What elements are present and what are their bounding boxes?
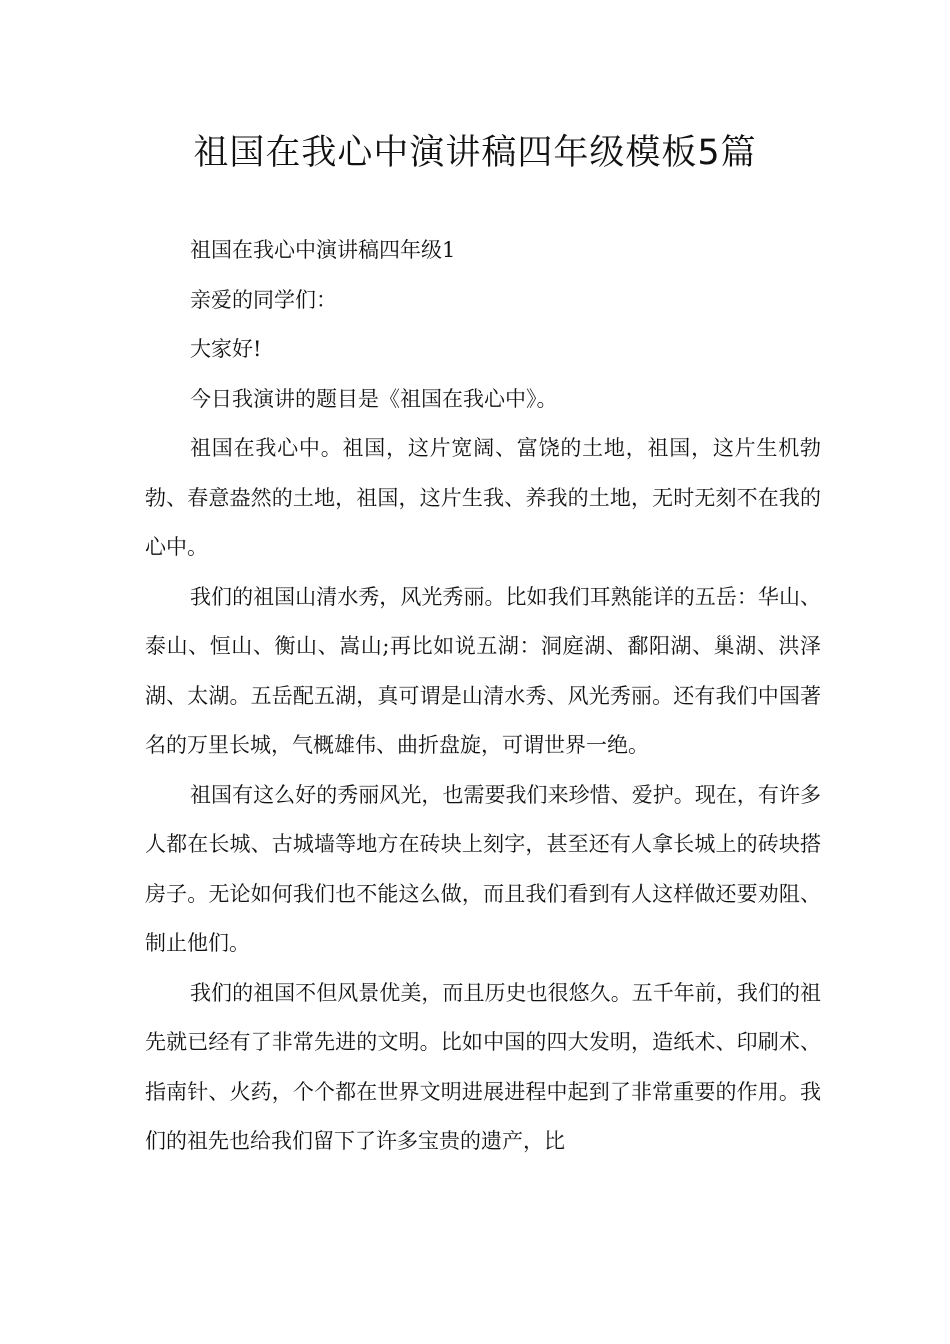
paragraph: 祖国在我心中。祖国，这片宽阔、富饶的土地，祖国，这片生机勃勃、春意盎然的土地，祖国，这片生我、养我的土地，无时无刻不在我的心中。: [145, 436, 821, 559]
document-body: [145, 226, 821, 1167]
paragraph-heading: 祖国在我心中演讲稿四年级1: [190, 238, 456, 262]
paragraph-topic: 今日我演讲的题目是《祖国在我心中》。: [190, 386, 558, 411]
paragraph: 我们的祖国山清水秀，风光秀丽。比如我们耳熟能详的五岳：华山、泰山、恒山、衡山、嵩山;再比如说五湖：洞庭湖、鄱阳湖、巢湖、洪泽湖、太湖。五岳配五湖，真可谓是山清水秀、风光秀丽。还有我们中国著名的万里长城，气概雄伟、曲折盘旋，可谓世界一绝。: [145, 584, 821, 757]
document-title: 祖国在我心中演讲稿四年级模板5篇: [193, 133, 757, 173]
paragraph: 祖国有这么好的秀丽风光，也需要我们来珍惜、爱护。现在，有许多人都在长城、古城墙等地方在砖块上刻字，甚至还有人拿长城上的砖块搭房子。无论如何我们也不能这么做，而且我们看到有人这样做还要劝阻、制止他们。: [145, 782, 821, 955]
paragraph-greeting: 大家好!: [190, 337, 262, 361]
paragraph-salutation: 亲爱的同学们：: [190, 287, 337, 312]
paragraph: 我们的祖国不但风景优美，而且历史也很悠久。五千年前，我们的祖先就已经有了非常先进的文明。比如中国的四大发明，造纸术、印刷术、指南针、火药，个个都在世界文明进展进程中起到了非常重要的作用。我们的祖先也给我们留下了许多宝贵的遗产，比: [145, 980, 821, 1153]
